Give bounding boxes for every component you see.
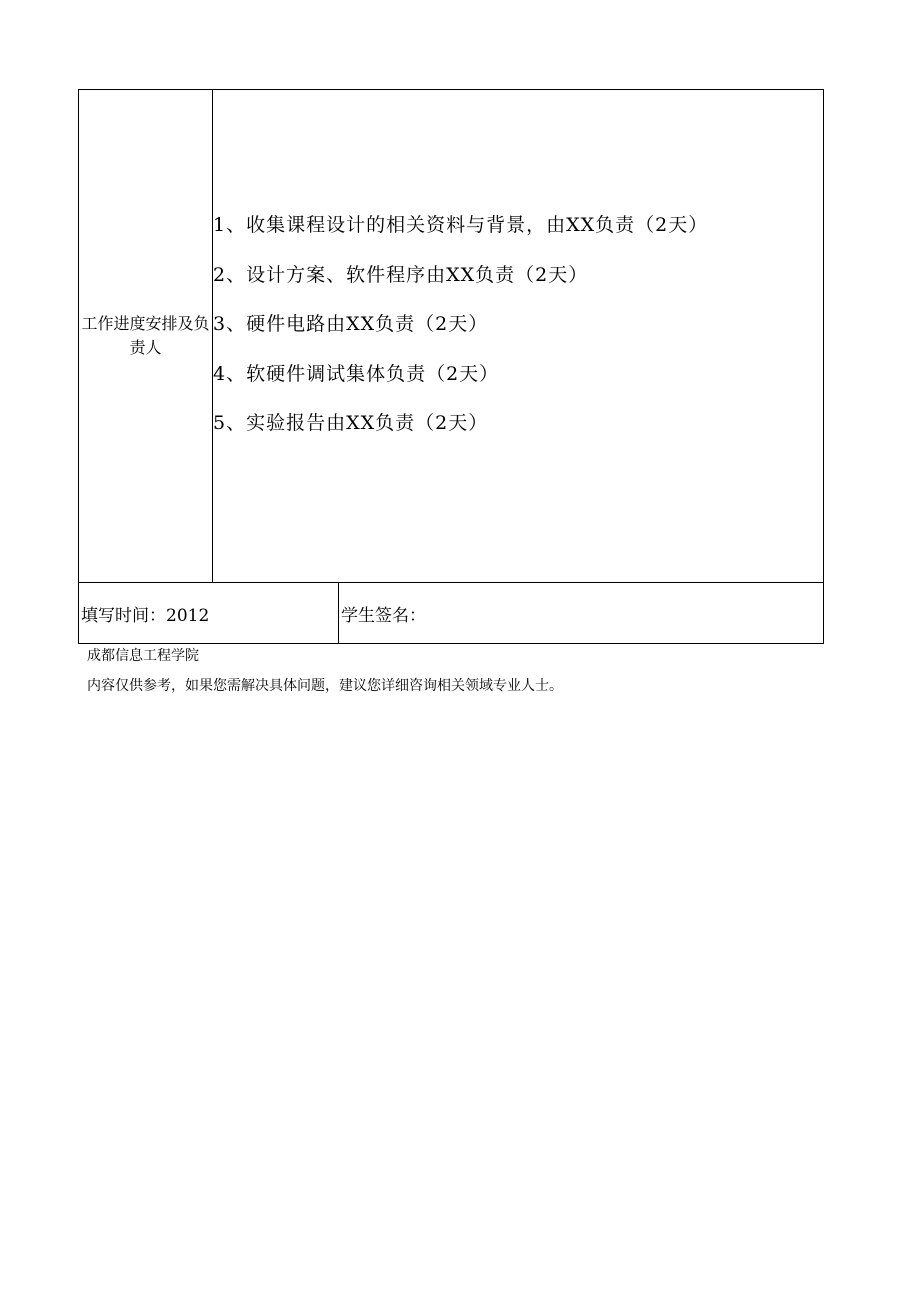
disclaimer-note: 内容仅供参考，如果您需解决具体问题，建议您详细咨询相关领域专业人士。	[87, 678, 563, 694]
schedule-table	[78, 89, 824, 644]
schedule-row	[79, 90, 824, 583]
task-item: 1、收集课程设计的相关资料与背景，由XX负责（2天）	[213, 214, 709, 236]
task-item: 4、软硬件调试集体负责（2天）	[213, 362, 500, 385]
task-item: 2、设计方案、软件程序由XX负责（2天）	[213, 263, 589, 286]
organization-note: 成都信息工程学院	[87, 648, 199, 664]
schedule-content-cell	[213, 90, 824, 583]
task-item: 5、实验报告由XX负责（2天）	[213, 412, 489, 434]
schedule-label-cell	[79, 90, 213, 583]
task-list	[213, 210, 708, 458]
footer-row	[79, 583, 824, 644]
fill-time: 填写时间：2012	[81, 605, 210, 626]
task-item: 3、硬件电路由XX负责（2天）	[213, 313, 489, 335]
fill-time-cell	[79, 583, 339, 644]
student-signature-label: 学生签名：	[341, 605, 426, 626]
schedule-label: 工作进度安排及负责人	[81, 314, 210, 357]
student-signature-cell	[339, 583, 824, 644]
